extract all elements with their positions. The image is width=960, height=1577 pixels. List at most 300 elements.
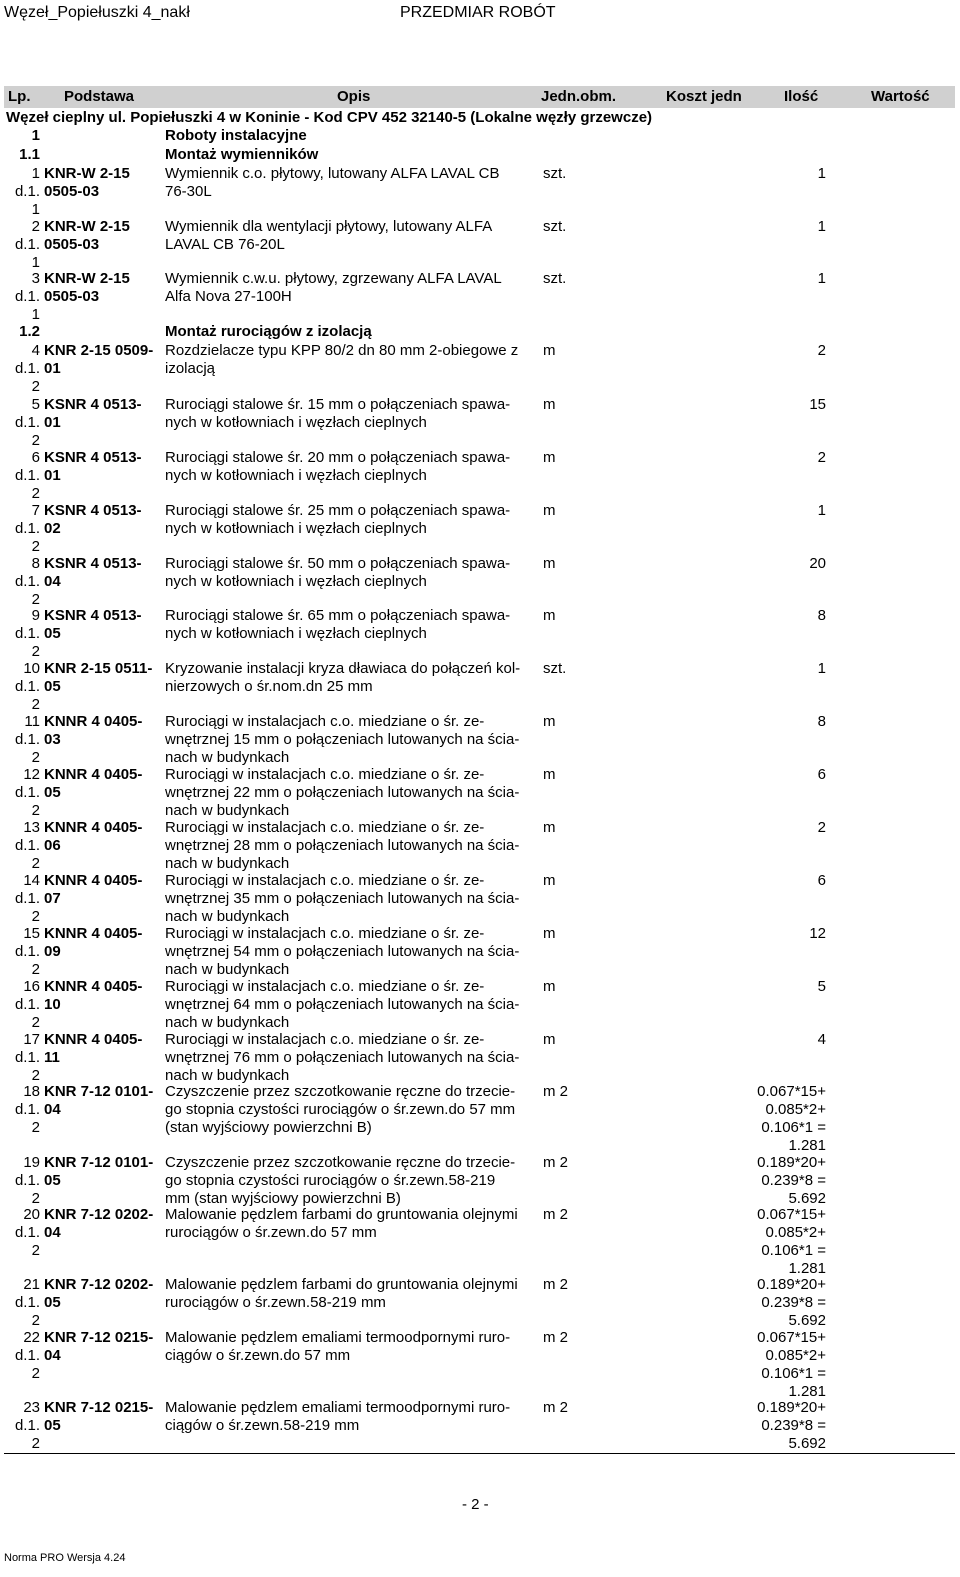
row-lp-line: 6 — [31, 449, 40, 466]
row-lp — [0, 449, 40, 503]
row-description-line: Wymiennik dla wentylacji płytowy, lutowany ALFA — [165, 218, 493, 235]
row-description-line: Wymiennik c.o. płytowy, lutowany ALFA LAVAL CB — [165, 165, 500, 182]
row-quantity-line: 0.239*8 = — [761, 1417, 826, 1434]
row-base-line: KNR 2-15 0511- — [44, 660, 153, 677]
row-lp-line: 7 — [31, 502, 40, 519]
row-base — [44, 502, 159, 538]
row-quantity-line: 1 — [817, 502, 826, 519]
row-quantity — [740, 660, 826, 678]
section-title: Roboty instalacyjne — [165, 127, 307, 144]
row-quantity — [740, 766, 826, 784]
row-quantity — [740, 819, 826, 837]
row-unit: m 2 — [543, 1154, 569, 1171]
row-description — [165, 607, 533, 643]
row-lp-line: 13 — [23, 819, 40, 836]
row-description — [165, 1031, 533, 1085]
row-quantity-line: 20 — [809, 555, 826, 572]
row-description — [165, 1276, 533, 1312]
row-base-line: KNR-W 2-15 — [44, 270, 130, 287]
row-lp — [0, 766, 40, 820]
row-lp — [0, 1154, 40, 1208]
row-quantity-line: 1 — [817, 660, 826, 677]
row-quantity-line: 1.281 — [788, 1137, 826, 1154]
row-base-line: 03 — [44, 731, 61, 748]
row-description — [165, 165, 533, 201]
row-lp — [0, 396, 40, 450]
row-quantity-line: 6 — [817, 872, 826, 889]
row-lp — [0, 1083, 40, 1137]
row-lp — [0, 1329, 40, 1383]
row-description-line: Rurociągi w instalacjach c.o. miedziane o śr. ze- — [165, 766, 485, 783]
row-quantity — [740, 1276, 826, 1330]
row-description-line: Rurociągi w instalacjach c.o. miedziane o śr. ze- — [165, 978, 485, 995]
row-description-line: (stan wyjściowy powierzchni B) — [165, 1119, 372, 1136]
row-base — [44, 396, 159, 432]
row-unit: m 2 — [543, 1206, 569, 1223]
row-lp-line: d.1. — [14, 1172, 40, 1189]
row-quantity-line: 1.281 — [788, 1260, 826, 1277]
row-base — [44, 607, 159, 643]
row-unit: szt. — [543, 270, 567, 287]
row-lp-line: d.1. — [14, 784, 40, 801]
row-base — [44, 660, 159, 696]
row-lp-line: d.1. — [14, 1101, 40, 1118]
row-lp-line: 12 — [23, 766, 40, 783]
row-description-line: nych w kotłowniach i węzłach cieplnych — [165, 467, 427, 484]
row-unit: szt. — [543, 165, 567, 182]
row-description-line: nych w kotłowniach i węzłach cieplnych — [165, 625, 427, 642]
row-base — [44, 872, 159, 908]
section-title: Montaż rurociągów z izolacją — [165, 323, 372, 340]
row-quantity — [740, 607, 826, 625]
row-base-line: KNR 7-12 0101- — [44, 1154, 154, 1171]
table-header — [4, 86, 955, 108]
row-unit: m 2 — [543, 1329, 569, 1346]
row-lp-line: 2 — [31, 749, 40, 766]
row-base-line: 05 — [44, 678, 61, 695]
row-quantity — [740, 449, 826, 467]
row-description-line: Rurociągi stalowe śr. 20 mm o połączeniach spawa- — [165, 449, 511, 466]
row-quantity — [740, 342, 826, 360]
row-description-line: nach w budynkach — [165, 749, 290, 766]
row-description — [165, 1399, 533, 1435]
col-jedn: Jedn.obm. — [541, 88, 617, 105]
row-quantity-line: 1.281 — [788, 1383, 826, 1400]
row-lp-line: 23 — [23, 1399, 40, 1416]
row-unit: m 2 — [543, 1399, 569, 1416]
row-base-line: 10 — [44, 996, 61, 1013]
row-description — [165, 766, 533, 820]
row-description-line: wnętrznej 76 mm o połączeniach lutowanych na ścia- — [165, 1049, 520, 1066]
row-description — [165, 449, 533, 485]
row-lp-line: 15 — [23, 925, 40, 942]
row-lp-line: d.1. — [14, 1347, 40, 1364]
row-base — [44, 978, 159, 1014]
row-base-line: 04 — [44, 1224, 61, 1241]
row-lp-line: d.1. — [14, 236, 40, 253]
row-lp-line: d.1. — [14, 183, 40, 200]
row-description-line: izolacją — [165, 360, 216, 377]
row-base-line: 05 — [44, 784, 61, 801]
row-base-line: 01 — [44, 360, 61, 377]
row-quantity-line: 5.692 — [788, 1312, 826, 1329]
row-description — [165, 925, 533, 979]
row-base-line: KSNR 4 0513- — [44, 607, 142, 624]
row-description-line: ciągów o śr.zewn.58-219 mm — [165, 1417, 360, 1434]
row-description-line: LAVAL CB 76-20L — [165, 236, 285, 253]
row-description — [165, 660, 533, 696]
row-quantity-line: 1 — [817, 165, 826, 182]
row-unit: m — [543, 872, 556, 889]
row-lp-line: 10 — [23, 660, 40, 677]
row-lp-line: 2 — [31, 961, 40, 978]
row-lp — [0, 1031, 40, 1085]
row-lp — [0, 713, 40, 767]
row-quantity-line: 0.085*2+ — [765, 1101, 826, 1118]
row-quantity — [740, 978, 826, 996]
row-base-line: KNNR 4 0405- — [44, 925, 143, 942]
row-base-line: 05 — [44, 1417, 61, 1434]
row-quantity-line: 0.239*8 = — [761, 1294, 826, 1311]
row-lp-line: 2 — [31, 1435, 40, 1452]
row-description-line: Rurociągi w instalacjach c.o. miedziane o śr. ze- — [165, 1031, 485, 1048]
row-base-line: KSNR 4 0513- — [44, 449, 142, 466]
row-description-line: Czyszczenie przez szczotkowanie ręczne do trzecie- — [165, 1154, 516, 1171]
row-base — [44, 342, 159, 378]
row-lp-line: 2 — [31, 485, 40, 502]
row-base — [44, 1031, 159, 1067]
row-lp-line: d.1. — [14, 1294, 40, 1311]
document-type: PRZEDMIAR ROBÓT — [400, 4, 556, 21]
row-lp — [0, 165, 40, 219]
row-unit: m — [543, 607, 556, 624]
row-lp-line: 2 — [31, 378, 40, 395]
row-base-line: 05 — [44, 1294, 61, 1311]
row-quantity-line: 5.692 — [788, 1435, 826, 1452]
row-lp — [0, 1276, 40, 1330]
col-podstawa: Podstawa — [64, 88, 135, 105]
section-title: Montaż wymienników — [165, 146, 319, 163]
row-lp — [0, 502, 40, 556]
row-base — [44, 713, 159, 749]
row-base — [44, 1399, 159, 1435]
row-description-line: rurociągów o śr.zewn.58-219 mm — [165, 1294, 386, 1311]
row-quantity — [740, 1154, 826, 1208]
row-quantity — [740, 925, 826, 943]
row-quantity — [740, 1206, 826, 1278]
row-base-line: KNR 7-12 0215- — [44, 1329, 154, 1346]
row-lp-line: d.1. — [14, 1224, 40, 1241]
row-unit: szt. — [543, 218, 567, 235]
row-unit: m — [543, 502, 556, 519]
row-description-line: Rurociągi stalowe śr. 25 mm o połączeniach spawa- — [165, 502, 511, 519]
row-quantity — [740, 1329, 826, 1401]
row-quantity — [740, 872, 826, 890]
row-quantity-line: 0.189*20+ — [757, 1276, 826, 1293]
row-description-line: wnętrznej 64 mm o połączeniach lutowanych na ścia- — [165, 996, 520, 1013]
row-lp — [0, 555, 40, 609]
row-description-line: Rozdzielacze typu KPP 80/2 dn 80 mm 2-obiegowe z — [165, 342, 519, 359]
software-label: Norma PRO Wersja 4.24 — [4, 1552, 126, 1564]
row-description — [165, 218, 533, 254]
row-description-line: Kryzowanie instalacji kryza dławiaca do połączeń kol- — [165, 660, 521, 677]
row-lp-line: 3 — [31, 270, 40, 287]
row-base — [44, 218, 159, 254]
row-base-line: KSNR 4 0513- — [44, 396, 142, 413]
row-base-line: KNR 7-12 0202- — [44, 1206, 154, 1223]
row-description — [165, 342, 533, 378]
col-koszt: Koszt jedn — [666, 88, 742, 105]
row-lp — [0, 925, 40, 979]
row-lp — [0, 607, 40, 661]
row-base-line: 04 — [44, 1101, 61, 1118]
row-base-line: KNR 7-12 0101- — [44, 1083, 154, 1100]
col-lp: Lp. — [8, 88, 31, 105]
row-description-line: wnętrznej 22 mm o połączeniach lutowanych na ścia- — [165, 784, 520, 801]
row-description-line: Czyszczenie przez szczotkowanie ręczne do trzecie- — [165, 1083, 516, 1100]
row-quantity-line: 0.106*1 = — [761, 1365, 826, 1382]
row-lp-line: 8 — [31, 555, 40, 572]
row-description-line: Malowanie pędzlem emaliami termoodpornymi ruro- — [165, 1329, 511, 1346]
row-lp-line: 2 — [31, 643, 40, 660]
row-lp-line: d.1. — [14, 731, 40, 748]
row-quantity — [740, 502, 826, 520]
row-description-line: nach w budynkach — [165, 802, 290, 819]
row-description-line: nierzowych o śr.nom.dn 25 mm — [165, 678, 373, 695]
row-lp-line: 1 — [31, 254, 40, 271]
row-base — [44, 1276, 159, 1312]
row-description-line: nach w budynkach — [165, 908, 290, 925]
row-lp-line: d.1. — [14, 837, 40, 854]
row-base-line: 0505-03 — [44, 236, 100, 253]
row-description-line: mm (stan wyjściowy powierzchni B) — [165, 1190, 401, 1207]
row-quantity-line: 4 — [817, 1031, 826, 1048]
row-description — [165, 270, 533, 306]
row-base-line: 0505-03 — [44, 183, 100, 200]
row-description — [165, 1206, 533, 1242]
row-lp-line: 2 — [31, 696, 40, 713]
row-lp-line: d.1. — [14, 625, 40, 642]
row-quantity-line: 1 — [817, 270, 826, 287]
row-description-line: nych w kotłowniach i węzłach cieplnych — [165, 573, 427, 590]
row-description — [165, 1329, 533, 1365]
row-quantity-line: 0.085*2+ — [765, 1347, 826, 1364]
row-lp-line: 21 — [23, 1276, 40, 1293]
row-description-line: nych w kotłowniach i węzłach cieplnych — [165, 414, 427, 431]
row-description-line: 76-30L — [165, 183, 212, 200]
row-base — [44, 925, 159, 961]
page-number: - 2 - — [462, 1496, 489, 1513]
row-lp-line: 2 — [31, 591, 40, 608]
row-description-line: Rurociągi w instalacjach c.o. miedziane o śr. ze- — [165, 872, 485, 889]
row-base — [44, 1329, 159, 1365]
row-description — [165, 1154, 533, 1208]
row-lp-line: 1 — [31, 306, 40, 323]
row-base — [44, 555, 159, 591]
row-base — [44, 766, 159, 802]
row-base-line: KNR 7-12 0215- — [44, 1399, 154, 1416]
row-lp — [0, 1206, 40, 1260]
row-lp-line: 2 — [31, 1312, 40, 1329]
row-quantity — [740, 165, 826, 183]
row-base-line: 04 — [44, 573, 61, 590]
row-base — [44, 1206, 159, 1242]
row-lp-line: 20 — [23, 1206, 40, 1223]
row-lp-line: 17 — [23, 1031, 40, 1048]
row-quantity-line: 8 — [817, 607, 826, 624]
row-lp-line: 2 — [31, 1365, 40, 1382]
row-base-line: KNNR 4 0405- — [44, 713, 143, 730]
row-lp-line: 2 — [31, 218, 40, 235]
row-base-line: KNNR 4 0405- — [44, 978, 143, 995]
row-lp — [0, 660, 40, 714]
row-unit: m — [543, 925, 556, 942]
row-lp-line: 2 — [31, 802, 40, 819]
row-description-line: wnętrznej 28 mm o połączeniach lutowanych na ścia- — [165, 837, 520, 854]
row-lp — [0, 819, 40, 873]
row-base-line: 01 — [44, 467, 61, 484]
row-base-line: KNR 2-15 0509- — [44, 342, 154, 359]
row-quantity-line: 2 — [817, 449, 826, 466]
row-lp-line: d.1. — [14, 414, 40, 431]
row-lp-line: d.1. — [14, 678, 40, 695]
row-lp-line: 2 — [31, 1014, 40, 1031]
row-unit: m — [543, 555, 556, 572]
row-description — [165, 502, 533, 538]
row-base — [44, 1083, 159, 1119]
row-lp-line: 2 — [31, 1067, 40, 1084]
row-lp-line: 4 — [31, 342, 40, 359]
row-base-line: 01 — [44, 414, 61, 431]
row-lp-line: d.1. — [14, 573, 40, 590]
row-lp — [0, 218, 40, 272]
row-lp-line: d.1. — [14, 1417, 40, 1434]
row-base-line: 02 — [44, 520, 61, 537]
row-description-line: Rurociągi stalowe śr. 65 mm o połączeniach spawa- — [165, 607, 511, 624]
row-quantity-line: 15 — [809, 396, 826, 413]
row-base-line: 0505-03 — [44, 288, 100, 305]
row-lp-line: d.1. — [14, 467, 40, 484]
row-unit: m — [543, 978, 556, 995]
row-lp-line: 2 — [31, 1119, 40, 1136]
row-lp — [0, 872, 40, 926]
row-lp-line: 14 — [23, 872, 40, 889]
row-lp-line: 1 — [31, 165, 40, 182]
row-lp-line: d.1. — [14, 996, 40, 1013]
row-unit: m — [543, 396, 556, 413]
row-unit: m — [543, 342, 556, 359]
row-quantity-line: 0.189*20+ — [757, 1154, 826, 1171]
row-lp — [0, 342, 40, 396]
row-base-line: KNNR 4 0405- — [44, 819, 143, 836]
row-lp-line: d.1. — [14, 890, 40, 907]
row-description-line: Rurociągi stalowe śr. 50 mm o połączeniach spawa- — [165, 555, 511, 572]
row-quantity-line: 0.189*20+ — [757, 1399, 826, 1416]
row-description-line: wnętrznej 54 mm o połączeniach lutowanych na ścia- — [165, 943, 520, 960]
row-unit: m — [543, 713, 556, 730]
row-unit: m 2 — [543, 1276, 569, 1293]
row-lp-line: 1 — [31, 201, 40, 218]
row-description-line: Wymiennik c.w.u. płytowy, zgrzewany ALFA LAVAL — [165, 270, 502, 287]
row-description-line: nach w budynkach — [165, 961, 290, 978]
row-description-line: nach w budynkach — [165, 855, 290, 872]
row-quantity-line: 5 — [817, 978, 826, 995]
row-quantity-line: 6 — [817, 766, 826, 783]
row-description — [165, 713, 533, 767]
row-base-line: KNR-W 2-15 — [44, 165, 130, 182]
row-description — [165, 872, 533, 926]
row-description-line: ciągów o śr.zewn.do 57 mm — [165, 1347, 351, 1364]
row-lp-line: 18 — [23, 1083, 40, 1100]
row-description-line: Malowanie pędzlem farbami do gruntowania olejnymi — [165, 1276, 518, 1293]
row-quantity — [740, 1399, 826, 1453]
row-lp-line: d.1. — [14, 360, 40, 377]
row-lp-line: d.1. — [14, 1049, 40, 1066]
row-base-line: KNNR 4 0405- — [44, 872, 143, 889]
row-quantity-line: 0.067*15+ — [757, 1206, 826, 1223]
row-lp-line: 5 — [31, 396, 40, 413]
row-quantity-line: 0.106*1 = — [761, 1242, 826, 1259]
row-description-line: wnętrznej 15 mm o połączeniach lutowanych na ścia- — [165, 731, 520, 748]
row-description — [165, 396, 533, 432]
row-quantity-line: 1 — [817, 218, 826, 235]
row-quantity-line: 0.239*8 = — [761, 1172, 826, 1189]
row-description-line: wnętrznej 35 mm o połączeniach lutowanych na ścia- — [165, 890, 520, 907]
row-unit: m — [543, 1031, 556, 1048]
row-description-line: Malowanie pędzlem emaliami termoodpornymi ruro- — [165, 1399, 511, 1416]
section-number: 1 — [31, 127, 40, 144]
row-lp-line: 2 — [31, 908, 40, 925]
row-base-line: 09 — [44, 943, 61, 960]
row-description-line: nych w kotłowniach i węzłach cieplnych — [165, 520, 427, 537]
row-lp-line: 2 — [31, 855, 40, 872]
row-base-line: 11 — [44, 1049, 60, 1066]
row-quantity — [740, 713, 826, 731]
row-base-line: KNNR 4 0405- — [44, 766, 143, 783]
row-lp-line: 9 — [31, 607, 40, 624]
row-description-line: Rurociągi w instalacjach c.o. miedziane o śr. ze- — [165, 819, 485, 836]
row-quantity-line: 0.067*15+ — [757, 1329, 826, 1346]
row-quantity-line: 0.067*15+ — [757, 1083, 826, 1100]
row-quantity — [740, 555, 826, 573]
row-unit: m — [543, 449, 556, 466]
row-lp-line: 19 — [23, 1154, 40, 1171]
row-description — [165, 978, 533, 1032]
row-description-line: Rurociągi stalowe śr. 15 mm o połączeniach spawa- — [165, 396, 511, 413]
row-lp — [0, 1399, 40, 1453]
row-base-line: 05 — [44, 1172, 61, 1189]
row-description-line: rurociągów o śr.zewn.do 57 mm — [165, 1224, 377, 1241]
row-base — [44, 270, 159, 306]
document-name: Węzeł_Popiełuszki 4_nakł — [4, 4, 190, 21]
row-description-line: Rurociągi w instalacjach c.o. miedziane o śr. ze- — [165, 713, 485, 730]
row-lp-line: 2 — [31, 1190, 40, 1207]
row-quantity — [740, 1083, 826, 1155]
row-lp — [0, 270, 40, 324]
row-lp-line: 11 — [24, 713, 40, 730]
row-description-line: Rurociągi w instalacjach c.o. miedziane o śr. ze- — [165, 925, 485, 942]
row-quantity-line: 0.106*1 = — [761, 1119, 826, 1136]
row-description-line: Alfa Nova 27-100H — [165, 288, 292, 305]
row-quantity — [740, 1031, 826, 1049]
row-description-line: nach w budynkach — [165, 1067, 290, 1084]
row-lp-line: d.1. — [14, 520, 40, 537]
row-quantity — [740, 218, 826, 236]
row-base-line: 07 — [44, 890, 61, 907]
row-description — [165, 555, 533, 591]
row-quantity-line: 12 — [809, 925, 826, 942]
row-quantity-line: 2 — [817, 342, 826, 359]
